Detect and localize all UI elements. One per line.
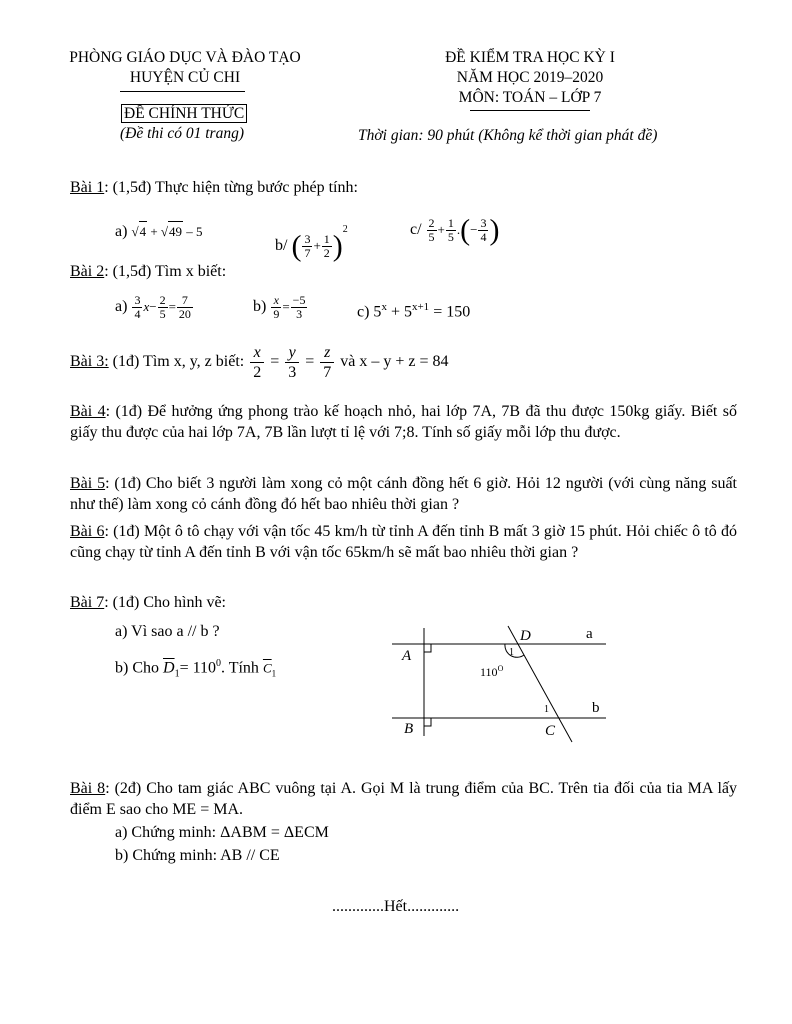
department-name: PHÒNG GIÁO DỤC VÀ ĐÀO TẠO [69, 49, 301, 66]
bai8-part-b: b) Chứng minh: AB // CE [115, 847, 280, 864]
bai8-part-a: a) Chứng minh: ΔABM = ΔECM [115, 824, 329, 841]
line-DC [508, 626, 572, 742]
label-1-bottom: 1 [544, 704, 549, 715]
official-badge: ĐỀ CHÍNH THỨC [121, 104, 247, 124]
label-C: C [545, 723, 556, 739]
bai1-part-c: c/ $\frac{2}{5}$ + $\frac{1}{5}$ .(− $\frac{3}{4}$ ) [410, 213, 500, 247]
label-b: b [592, 700, 600, 716]
label-B: B [404, 721, 414, 737]
subject: MÔN: TOÁN – LỚP 7 [458, 89, 602, 106]
header-left-rule [120, 91, 245, 92]
header-right-rule [470, 110, 590, 111]
bai8-paragraph: Bài 8: (2đ) Cho tam giác ABC vuông tại A. Gọi M là trung điểm của BC. Trên tia đối của tia MA lấy điểm E sao cho ME = MA. [70, 780, 738, 818]
bai7-part-b: b) Cho $\overline{D}_1= 110^0$. Tính $\overline{C}_1$ [115, 658, 277, 680]
time-note: Thời gian: 90 phút (Không kể thời gian phát đề) [358, 127, 658, 144]
bai7-part-a: a) Vì sao a // b ? [115, 623, 220, 640]
label-D: D [520, 628, 531, 644]
bai1-part-a: a) √4 + √49 – 5 [115, 223, 203, 240]
label-1-top: 1 [509, 647, 514, 658]
bai1-heading: Bài 1: (1,5đ) Thực hiện từng bước phép tính: [70, 179, 358, 196]
bai2-part-a: a) $\frac{3}{4}$ x− $\frac{2}{5}$ = $\frac{7}{20}$ [115, 292, 191, 321]
pages-note: (Đề thi có 01 trang) [120, 125, 244, 142]
bai2-heading: Bài 2: (1,5đ) Tìm x biết: [70, 263, 227, 280]
school-year: NĂM HỌC 2019–2020 [456, 69, 604, 86]
bai1-part-b: b/ ( $\frac{3}{7}$ + $\frac{1}{2}$ )$^2$ [275, 224, 348, 263]
right-angle-B [424, 718, 431, 726]
geometry-figure [380, 618, 620, 748]
bai3-line: Bài 3: (1đ) Tìm x, y, z biết: $\frac{x}{2}$ = $\frac{y}{3}$ = $\frac{z}{7}$ và x – y + z = 84 [70, 343, 449, 381]
bai2-part-c: c) $5^x + 5^{x+1} = 150$ [357, 301, 471, 321]
right-angle-A [424, 644, 431, 652]
label-A: A [402, 648, 412, 664]
district-name: HUYỆN CỦ CHI [129, 69, 241, 86]
bai2-part-b: b) $\frac{x}{9}$ = $\frac{-5}{3}$ [253, 292, 306, 321]
header-left [50, 48, 320, 88]
angle-value: $110^O$ [480, 664, 504, 679]
label-a: a [586, 626, 593, 642]
bai6-paragraph: Bài 6: (1đ) Một ô tô chạy với vận tốc 45 km/h từ tỉnh A đến tỉnh B mất 3 giờ 15 phút. Hỏi chiếc ô tô đó cũng chạy từ tỉnh A đến tỉnh B với vận tốc 65km/h sẽ mất bao nhiêu thời gian ? [70, 523, 737, 561]
header-right [395, 48, 665, 108]
end-marker: .............Hết............. [332, 898, 460, 915]
bai5-paragraph: Bài 5: (1đ) Cho biết 3 người làm xong cỏ một cánh đồng hết 6 giờ. Hỏi 12 người (với cùng năng suất như thế) làm xong cỏ cánh đồng đó hết bao nhiêu thời gian ? [70, 475, 738, 513]
bai4-paragraph: Bài 4: (1đ) Để hưởng ứng phong trào kế hoạch nhỏ, hai lớp 7A, 7B đã thu được 150kg giấy. Biết số giấy thu được của hai lớp 7A, 7B lần lượt tỉ lệ với 7;8. Tính số giấy mỗi lớp thu được. [70, 403, 737, 441]
bai7-heading: Bài 7: (1đ) Cho hình vẽ: [70, 594, 226, 611]
exam-title: ĐỀ KIỂM TRA HỌC KỲ I [445, 49, 615, 66]
